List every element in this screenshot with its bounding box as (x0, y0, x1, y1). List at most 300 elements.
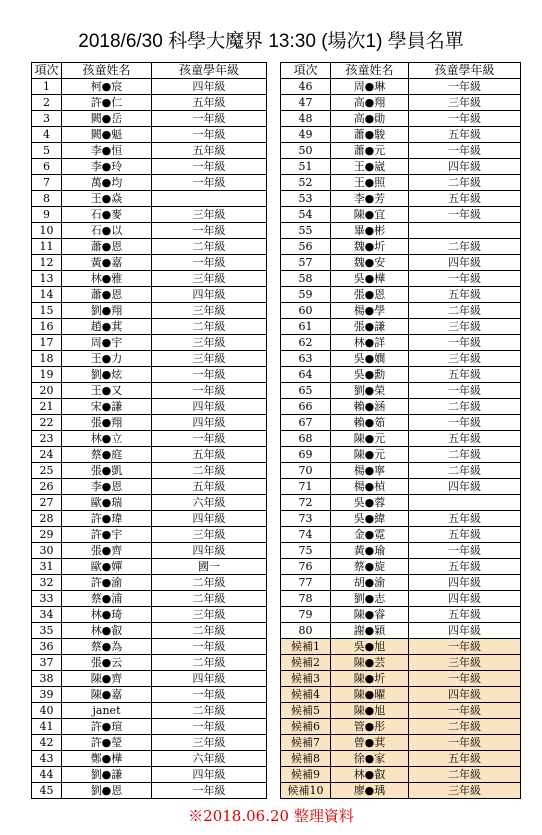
cell-index: 30 (32, 543, 62, 559)
table-row (281, 367, 521, 383)
cell-index: 66 (281, 399, 331, 415)
table-row (32, 143, 267, 159)
cell-child-name: 陳●齊 (62, 671, 152, 687)
cell-child-name: 趙●萁 (62, 319, 152, 335)
cell-index: 候補2 (281, 655, 331, 671)
table-row (281, 303, 521, 319)
cell-grade: 三年級 (409, 655, 521, 671)
cell-index: 50 (281, 143, 331, 159)
cell-child-name: 劉●恩 (62, 783, 152, 799)
cell-grade: 一年級 (409, 415, 521, 431)
cell-child-name: 楊●楨 (331, 479, 409, 495)
cell-grade: 一年級 (409, 671, 521, 687)
cell-grade (152, 191, 267, 207)
cell-child-name: 許●渝 (62, 575, 152, 591)
cell-grade: 一年級 (152, 127, 267, 143)
cell-grade: 一年級 (152, 255, 267, 271)
reserve-row (281, 783, 521, 799)
cell-index: 26 (32, 479, 62, 495)
cell-child-name: 陳●元 (331, 447, 409, 463)
cell-grade: 二年級 (409, 175, 521, 191)
cell-index: 29 (32, 527, 62, 543)
cell-child-name: 林●詳 (331, 335, 409, 351)
reserve-row (281, 767, 521, 783)
cell-child-name: 劉●炫 (62, 367, 152, 383)
cell-grade: 五年級 (409, 751, 521, 767)
table-row (32, 287, 267, 303)
cell-index: 78 (281, 591, 331, 607)
table-row (281, 463, 521, 479)
cell-child-name: janet (62, 703, 152, 719)
cell-child-name: 許●瑩 (62, 735, 152, 751)
table-row (32, 415, 267, 431)
cell-index: 候補1 (281, 639, 331, 655)
cell-child-name: 陳●睿 (331, 607, 409, 623)
table-row (32, 223, 267, 239)
table-row (32, 175, 267, 191)
cell-child-name: 王●崴 (331, 159, 409, 175)
cell-child-name: 林●叡 (331, 767, 409, 783)
cell-child-name: 李●恩 (62, 479, 152, 495)
cell-index: 41 (32, 719, 62, 735)
column-header-name: 孩童姓名 (62, 63, 152, 79)
cell-index: 63 (281, 351, 331, 367)
table-row (32, 431, 267, 447)
cell-index: 35 (32, 623, 62, 639)
cell-child-name: 劉●榮 (331, 383, 409, 399)
cell-grade (409, 495, 521, 511)
cell-index: 候補10 (281, 783, 331, 799)
table-row (32, 527, 267, 543)
cell-grade: 一年級 (152, 383, 267, 399)
cell-child-name: 陳●旭 (331, 703, 409, 719)
cell-grade: 一年級 (152, 223, 267, 239)
cell-grade: 一年級 (409, 735, 521, 751)
table-row (32, 447, 267, 463)
cell-child-name: 許●瑄 (62, 719, 152, 735)
cell-child-name: 張●恩 (331, 287, 409, 303)
cell-grade: 五年級 (409, 191, 521, 207)
table-row (281, 223, 521, 239)
reserve-row (281, 655, 521, 671)
cell-child-name: 李●芳 (331, 191, 409, 207)
cell-grade: 五年級 (409, 559, 521, 575)
cell-index: 59 (281, 287, 331, 303)
cell-grade: 一年級 (409, 383, 521, 399)
cell-grade: 四年級 (152, 511, 267, 527)
cell-index: 33 (32, 591, 62, 607)
cell-grade: 五年級 (409, 367, 521, 383)
cell-grade: 三年級 (152, 335, 267, 351)
cell-grade: 四年級 (409, 591, 521, 607)
cell-child-name: 黃●嘉 (62, 255, 152, 271)
table-header-row (281, 63, 521, 79)
cell-child-name: 李●玲 (62, 159, 152, 175)
cell-grade: 二年級 (409, 719, 521, 735)
cell-grade: 四年級 (152, 399, 267, 415)
cell-index: 49 (281, 127, 331, 143)
cell-child-name: 闕●岳 (62, 111, 152, 127)
table-row (281, 159, 521, 175)
table-row (32, 335, 267, 351)
cell-child-name: 宋●謙 (62, 399, 152, 415)
cell-grade: 四年級 (409, 575, 521, 591)
cell-child-name: 周●宇 (62, 335, 152, 351)
cell-index: 40 (32, 703, 62, 719)
table-row (32, 463, 267, 479)
table-row (32, 159, 267, 175)
table-row (32, 191, 267, 207)
column-header-index: 項次 (32, 63, 62, 79)
cell-child-name: 賴●涵 (331, 399, 409, 415)
cell-index: 4 (32, 127, 62, 143)
cell-child-name: 萬●均 (62, 175, 152, 191)
cell-index: 9 (32, 207, 62, 223)
reserve-row (281, 703, 521, 719)
cell-grade: 四年級 (409, 479, 521, 495)
cell-child-name: 金●霓 (331, 527, 409, 543)
cell-child-name: 蕭●元 (331, 143, 409, 159)
cell-grade: 一年級 (409, 79, 521, 95)
cell-grade: 三年級 (152, 607, 267, 623)
cell-child-name: 張●云 (62, 655, 152, 671)
cell-index: 6 (32, 159, 62, 175)
table-row (32, 303, 267, 319)
cell-index: 69 (281, 447, 331, 463)
cell-index: 46 (281, 79, 331, 95)
cell-grade: 五年級 (409, 431, 521, 447)
reserve-row (281, 719, 521, 735)
cell-child-name: 蔡●庭 (62, 447, 152, 463)
cell-index: 32 (32, 575, 62, 591)
table-row (281, 511, 521, 527)
cell-grade: 三年級 (152, 351, 267, 367)
cell-index: 36 (32, 639, 62, 655)
cell-grade: 六年級 (152, 495, 267, 511)
cell-child-name: 張●齊 (62, 543, 152, 559)
cell-child-name: 蔡●為 (62, 639, 152, 655)
cell-child-name: 石●以 (62, 223, 152, 239)
cell-child-name: 楊●寧 (331, 463, 409, 479)
cell-child-name: 高●翔 (331, 95, 409, 111)
cell-child-name: 林●立 (62, 431, 152, 447)
table-row (32, 671, 267, 687)
cell-child-name: 魏●圻 (331, 239, 409, 255)
table-row (32, 575, 267, 591)
cell-grade: 四年級 (409, 159, 521, 175)
cell-grade: 一年級 (409, 703, 521, 719)
reserve-row (281, 639, 521, 655)
cell-index: 37 (32, 655, 62, 671)
cell-index: 56 (281, 239, 331, 255)
cell-index: 15 (32, 303, 62, 319)
cell-index: 27 (32, 495, 62, 511)
cell-index: 16 (32, 319, 62, 335)
cell-index: 52 (281, 175, 331, 191)
cell-index: 38 (32, 671, 62, 687)
cell-grade: 二年級 (152, 703, 267, 719)
table-row (281, 399, 521, 415)
cell-index: 17 (32, 335, 62, 351)
cell-child-name: 吳●旭 (331, 639, 409, 655)
table-row (281, 95, 521, 111)
table-row (32, 735, 267, 751)
table-row (32, 351, 267, 367)
cell-grade: 四年級 (152, 671, 267, 687)
cell-grade: 三年級 (409, 95, 521, 111)
cell-index: 8 (32, 191, 62, 207)
cell-child-name: 蔡●浦 (62, 591, 152, 607)
table-row (32, 655, 267, 671)
table-row (32, 127, 267, 143)
reserve-row (281, 687, 521, 703)
cell-child-name: 周●琳 (331, 79, 409, 95)
cell-grade: 四年級 (152, 543, 267, 559)
table-row (281, 623, 521, 639)
cell-child-name: 管●彤 (331, 719, 409, 735)
table-row (32, 511, 267, 527)
cell-grade: 六年級 (152, 751, 267, 767)
cell-index: 51 (281, 159, 331, 175)
cell-index: 73 (281, 511, 331, 527)
table-row (32, 207, 267, 223)
cell-grade: 一年級 (152, 687, 267, 703)
cell-index: 80 (281, 623, 331, 639)
cell-child-name: 歐●瑞 (62, 495, 152, 511)
table-row (32, 767, 267, 783)
table-row (32, 639, 267, 655)
table-row (281, 575, 521, 591)
column-header-grade: 孩童學年級 (409, 63, 521, 79)
table-row (32, 543, 267, 559)
cell-grade (409, 223, 521, 239)
cell-grade: 三年級 (409, 351, 521, 367)
cell-index: 11 (32, 239, 62, 255)
table-row (32, 271, 267, 287)
reserve-row (281, 751, 521, 767)
table-row (32, 559, 267, 575)
cell-index: 候補7 (281, 735, 331, 751)
cell-grade: 二年級 (409, 463, 521, 479)
cell-index: 43 (32, 751, 62, 767)
table-row (32, 751, 267, 767)
cell-index: 45 (32, 783, 62, 799)
table-row (32, 383, 267, 399)
cell-index: 72 (281, 495, 331, 511)
cell-child-name: 李●恒 (62, 143, 152, 159)
cell-grade: 二年級 (152, 575, 267, 591)
cell-grade: 四年級 (152, 767, 267, 783)
cell-index: 候補9 (281, 767, 331, 783)
cell-grade: 一年級 (152, 431, 267, 447)
cell-child-name: 張●謙 (331, 319, 409, 335)
cell-index: 54 (281, 207, 331, 223)
table-row (281, 287, 521, 303)
table-row (281, 127, 521, 143)
cell-index: 68 (281, 431, 331, 447)
cell-index: 候補4 (281, 687, 331, 703)
cell-child-name: 劉●翔 (62, 303, 152, 319)
cell-grade: 二年級 (409, 399, 521, 415)
table-row (32, 239, 267, 255)
cell-child-name: 高●勛 (331, 111, 409, 127)
cell-grade: 二年級 (152, 655, 267, 671)
cell-child-name: 張●凱 (62, 463, 152, 479)
table-row (32, 783, 267, 799)
cell-grade: 二年級 (152, 239, 267, 255)
cell-child-name: 劉●志 (331, 591, 409, 607)
cell-grade: 一年級 (409, 335, 521, 351)
cell-grade: 五年級 (152, 447, 267, 463)
cell-child-name: 陳●圻 (331, 671, 409, 687)
cell-grade: 四年級 (152, 415, 267, 431)
cell-grade: 三年級 (152, 527, 267, 543)
cell-grade: 四年級 (409, 255, 521, 271)
cell-grade: 五年級 (409, 287, 521, 303)
table-row (281, 191, 521, 207)
cell-index: 候補8 (281, 751, 331, 767)
table-row (281, 607, 521, 623)
table-row (32, 719, 267, 735)
cell-index: 44 (32, 767, 62, 783)
cell-index: 2 (32, 95, 62, 111)
cell-child-name: 陳●嘉 (62, 687, 152, 703)
cell-index: 76 (281, 559, 331, 575)
table-row (32, 479, 267, 495)
table-row (32, 607, 267, 623)
cell-index: 58 (281, 271, 331, 287)
cell-index: 74 (281, 527, 331, 543)
cell-child-name: 許●宇 (62, 527, 152, 543)
cell-grade: 五年級 (152, 143, 267, 159)
cell-child-name: 陳●元 (331, 431, 409, 447)
cell-grade: 五年級 (409, 127, 521, 143)
table-row (281, 543, 521, 559)
cell-child-name: 曾●萁 (331, 735, 409, 751)
cell-index: 21 (32, 399, 62, 415)
cell-index: 31 (32, 559, 62, 575)
cell-index: 23 (32, 431, 62, 447)
table-row (281, 319, 521, 335)
table-row (32, 623, 267, 639)
cell-index: 13 (32, 271, 62, 287)
cell-index: 71 (281, 479, 331, 495)
cell-child-name: 黃●瑜 (331, 543, 409, 559)
cell-grade: 一年級 (152, 175, 267, 191)
cell-index: 19 (32, 367, 62, 383)
cell-grade: 三年級 (152, 271, 267, 287)
cell-child-name: 畢●彬 (331, 223, 409, 239)
cell-grade: 二年級 (409, 447, 521, 463)
cell-index: 候補6 (281, 719, 331, 735)
cell-index: 22 (32, 415, 62, 431)
column-header-grade: 孩童學年級 (152, 63, 267, 79)
table-row (281, 415, 521, 431)
page-title: 2018/6/30 科學大魔界 13:30 (場次1) 學員名單 (78, 31, 464, 52)
cell-index: 14 (32, 287, 62, 303)
cell-child-name: 魏●安 (331, 255, 409, 271)
cell-grade: 四年級 (409, 623, 521, 639)
cell-child-name: 蕭●恩 (62, 239, 152, 255)
cell-grade: 國一 (152, 559, 267, 575)
cell-child-name: 石●麥 (62, 207, 152, 223)
cell-grade: 一年級 (152, 719, 267, 735)
column-header-name: 孩童姓名 (331, 63, 409, 79)
cell-grade: 五年級 (409, 607, 521, 623)
cell-index: 75 (281, 543, 331, 559)
cell-child-name: 歐●嬋 (62, 559, 152, 575)
table-row (281, 351, 521, 367)
table-row (281, 335, 521, 351)
cell-child-name: 楊●學 (331, 303, 409, 319)
cell-grade: 三年級 (152, 735, 267, 751)
cell-child-name: 王●照 (331, 175, 409, 191)
cell-grade: 四年級 (152, 287, 267, 303)
cell-index: 48 (281, 111, 331, 127)
cell-index: 62 (281, 335, 331, 351)
cell-child-name: 蔡●旋 (331, 559, 409, 575)
cell-child-name: 賴●筎 (331, 415, 409, 431)
cell-grade: 一年級 (409, 207, 521, 223)
cell-child-name: 劉●謙 (62, 767, 152, 783)
cell-child-name: 吳●緯 (331, 511, 409, 527)
cell-grade: 二年級 (152, 463, 267, 479)
table-row (32, 399, 267, 415)
cell-child-name: 許●仁 (62, 95, 152, 111)
cell-index: 39 (32, 687, 62, 703)
cell-index: 79 (281, 607, 331, 623)
cell-index: 34 (32, 607, 62, 623)
table-row (281, 271, 521, 287)
table-row (32, 687, 267, 703)
cell-grade: 一年級 (409, 543, 521, 559)
cell-child-name: 蕭●駿 (331, 127, 409, 143)
table-row (32, 319, 267, 335)
table-row (32, 367, 267, 383)
cell-grade: 一年級 (152, 367, 267, 383)
cell-index: 10 (32, 223, 62, 239)
cell-grade: 二年級 (409, 767, 521, 783)
cell-grade: 二年級 (152, 591, 267, 607)
cell-child-name: 廖●瑀 (331, 783, 409, 799)
table-row (281, 591, 521, 607)
cell-grade: 五年級 (409, 527, 521, 543)
cell-grade: 四年級 (152, 79, 267, 95)
cell-index: 77 (281, 575, 331, 591)
cell-grade: 三年級 (152, 303, 267, 319)
cell-child-name: 林●叡 (62, 623, 152, 639)
cell-child-name: 王●又 (62, 383, 152, 399)
table-row (32, 255, 267, 271)
cell-index: 47 (281, 95, 331, 111)
cell-child-name: 吳●樺 (331, 271, 409, 287)
cell-index: 60 (281, 303, 331, 319)
table-row (281, 527, 521, 543)
cell-grade: 五年級 (409, 511, 521, 527)
cell-index: 5 (32, 143, 62, 159)
roster-table-left (31, 62, 267, 799)
cell-child-name: 王●力 (62, 351, 152, 367)
table-row (281, 111, 521, 127)
cell-child-name: 吳●勳 (331, 367, 409, 383)
cell-child-name: 闕●魁 (62, 127, 152, 143)
table-row (281, 79, 521, 95)
cell-grade: 一年級 (409, 271, 521, 287)
cell-grade: 一年級 (409, 639, 521, 655)
table-row (32, 79, 267, 95)
table-row (281, 447, 521, 463)
cell-grade: 二年級 (152, 623, 267, 639)
